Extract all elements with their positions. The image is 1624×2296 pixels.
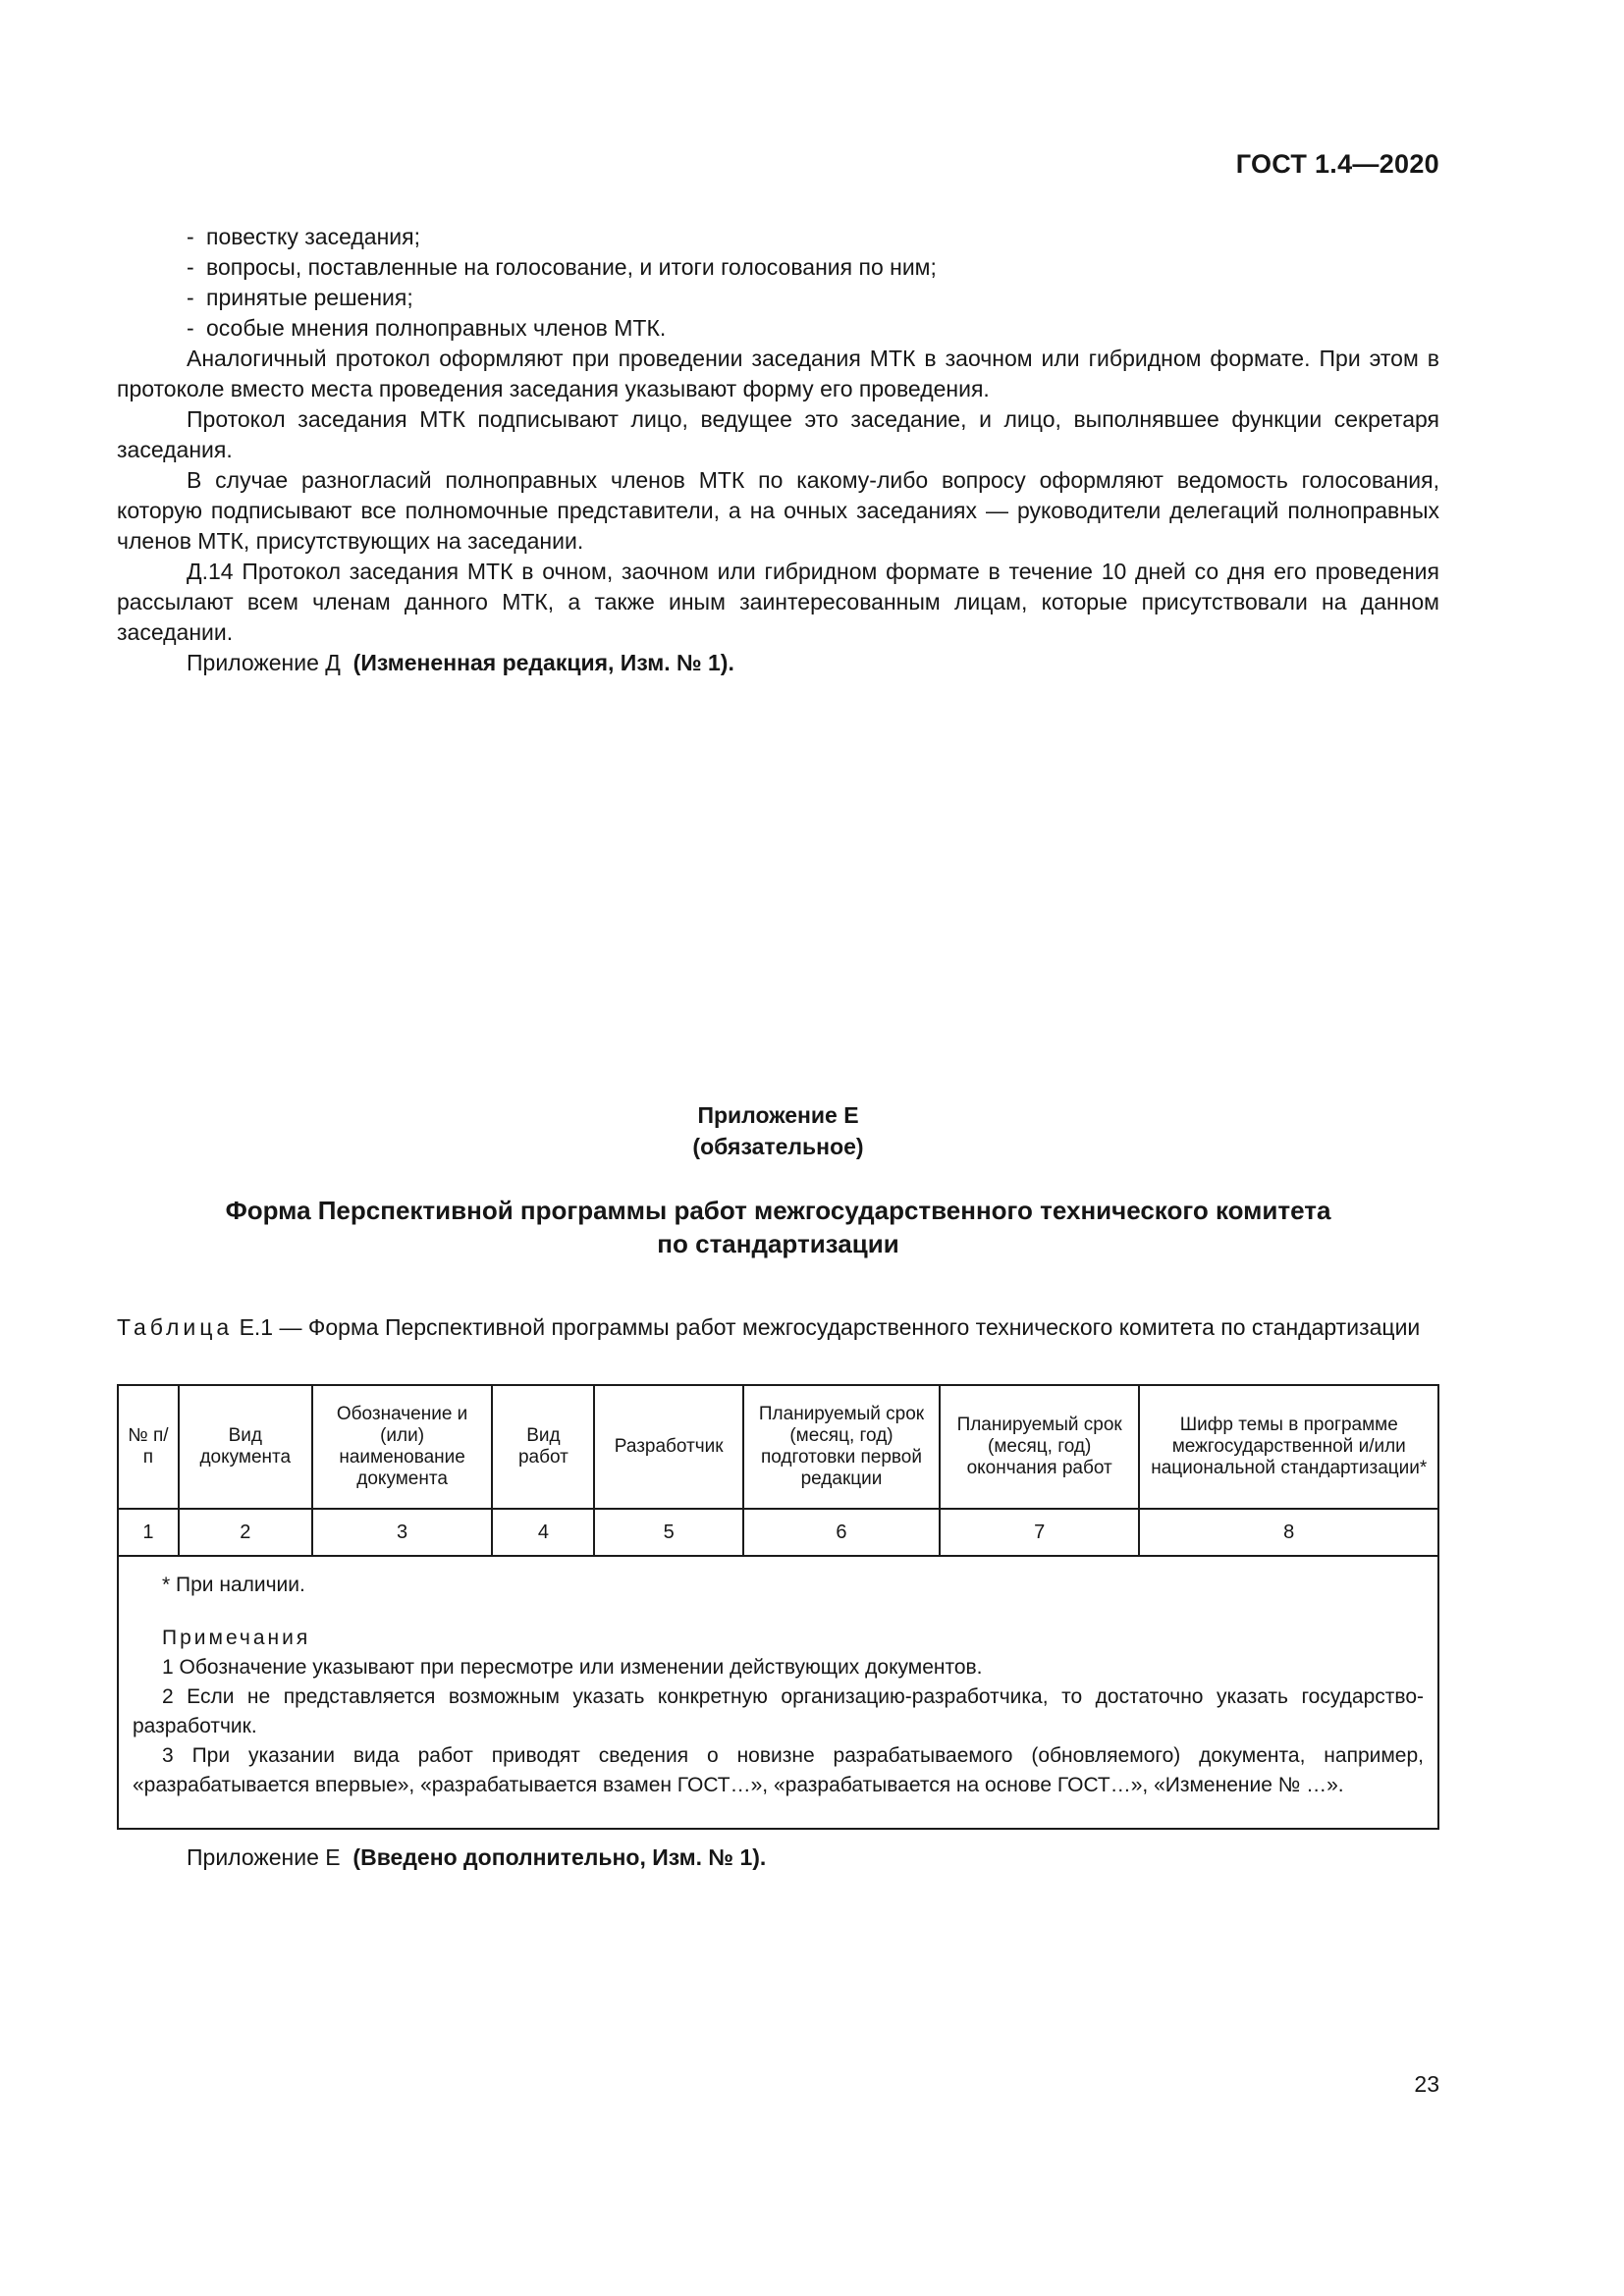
notes-heading: Примечания bbox=[162, 1627, 311, 1649]
column-number-row bbox=[118, 1509, 1438, 1556]
list-item: - принятые решения; bbox=[117, 283, 1439, 313]
column-header: Вид документа bbox=[179, 1385, 312, 1509]
column-number: 1 bbox=[118, 1509, 179, 1556]
column-header: Шифр темы в программе межгосударственной и/или национальной стандартизации* bbox=[1139, 1385, 1438, 1509]
column-number: 3 bbox=[312, 1509, 493, 1556]
column-number: 7 bbox=[940, 1509, 1140, 1556]
column-number: 6 bbox=[743, 1509, 940, 1556]
paragraph: Протокол заседания МТК подписывают лицо, ведущее это заседание, и лицо, выполнявшее функции секретаря заседания. bbox=[117, 406, 1439, 462]
list-item: - особые мнения полноправных членов МТК. bbox=[117, 313, 1439, 344]
paragraph: Д.14 Протокол заседания МТК в очном, заочном или гибридном формате в течение 10 дней со дня его проведения рассылают всем членам данного МТК, а также иным заинтересованным лицам, которые присутствовали на данном заседании. bbox=[117, 559, 1439, 645]
body-text bbox=[117, 222, 1439, 678]
column-header: Планируемый срок (месяц, год) окончания работ bbox=[940, 1385, 1140, 1509]
notes-row bbox=[118, 1556, 1438, 1829]
column-header: Вид работ bbox=[492, 1385, 594, 1509]
table-footnote: * При наличии. bbox=[162, 1574, 305, 1596]
column-number: 4 bbox=[492, 1509, 594, 1556]
document-designation: ГОСТ 1.4—2020 bbox=[1235, 149, 1439, 179]
appendix-d-amendment-note: Приложение Д (Измененная редакция, Изм. № 1). bbox=[187, 650, 734, 675]
table-notes bbox=[118, 1556, 1438, 1829]
table-caption: Таблица Е.1 — Форма Перспективной программы работ межгосударственного технического комитета по стандартизации bbox=[117, 1314, 1421, 1340]
list-dash: - bbox=[187, 315, 194, 341]
program-form-table bbox=[117, 1384, 1439, 1830]
note-item: 3 При указании вида работ приводят сведения о новизне разрабатываемого (обновляемого) документа, например, «разрабатывается впервые», «разрабатывается взамен ГОСТ…», «разрабатывается на основе ГОСТ…», «Изменение № …». bbox=[133, 1744, 1424, 1796]
note-item: 1 Обозначение указывают при пересмотре или изменении действующих документов. bbox=[162, 1656, 983, 1679]
form-title: Форма Перспективной программы работ межгосударственного технического комитета по стандартизации bbox=[225, 1196, 1331, 1258]
paragraph: Аналогичный протокол оформляют при проведении заседания МТК в заочном или гибридном формате. При этом в протоколе вместо места проведения заседания указывают форму его проведения. bbox=[117, 346, 1439, 401]
list-item: - повестку заседания; bbox=[117, 222, 1439, 252]
appendix-title: Приложение Е bbox=[697, 1102, 859, 1128]
appendix-status: (обязательное) bbox=[692, 1134, 864, 1159]
page-number: 23 bbox=[1414, 2071, 1439, 2097]
column-number: 8 bbox=[1139, 1509, 1438, 1556]
list-dash: - bbox=[187, 285, 194, 310]
column-header: Планируемый срок (месяц, год) подготовки первой редакции bbox=[743, 1385, 940, 1509]
column-number: 2 bbox=[179, 1509, 312, 1556]
column-header: Разработчик bbox=[594, 1385, 743, 1509]
column-number: 5 bbox=[594, 1509, 743, 1556]
paragraph: В случае разногласий полноправных членов МТК по какому-либо вопросу оформляют ведомость голосования, которую подписывают все полномочные представители, а на очных заседаниях — руководители делегаций полноправных членов МТК, присутствующих на заседании. bbox=[117, 467, 1439, 554]
appendix-heading bbox=[117, 1099, 1439, 1162]
table-header-row bbox=[118, 1385, 1438, 1509]
list-dash: - bbox=[187, 224, 194, 249]
list-item: - вопросы, поставленные на голосование, и итоги голосования по ним; bbox=[117, 252, 1439, 283]
column-header: Обозначение и (или) наименование документа bbox=[312, 1385, 493, 1509]
list-dash: - bbox=[187, 254, 194, 280]
column-header: № п/п bbox=[118, 1385, 179, 1509]
appendix-e-amendment-note: Приложение Е (Введено дополнительно, Изм. № 1). bbox=[187, 1844, 767, 1870]
note-item: 2 Если не представляется возможным указать конкретную организацию-разработчика, то достаточно указать государство-разработчик. bbox=[133, 1685, 1424, 1737]
